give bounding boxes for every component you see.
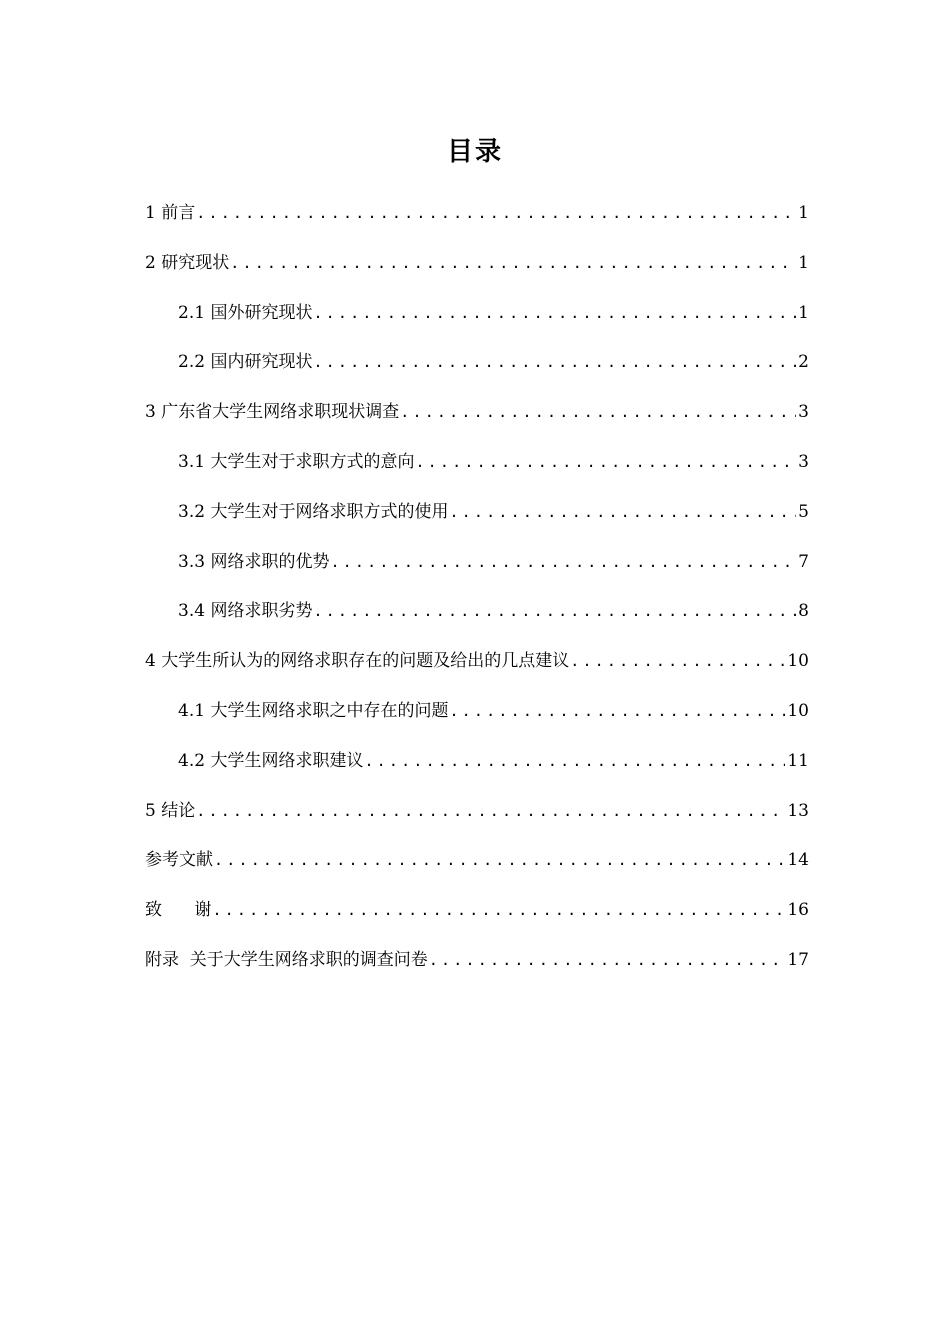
toc-entry[interactable] [145, 596, 809, 646]
toc-entry[interactable] [145, 796, 809, 846]
toc-dot-leader [364, 746, 785, 776]
toc-entry[interactable] [145, 746, 809, 796]
toc-dot-leader [313, 298, 796, 328]
toc-dot-leader [230, 248, 796, 278]
toc-entry-label: 5 结论 [145, 800, 196, 821]
toc-dot-leader [196, 198, 796, 228]
toc-entry-label: 3 广东省大学生网络求职现状调查 [145, 402, 400, 423]
toc-entry[interactable] [145, 347, 809, 397]
toc-dot-leader [212, 895, 785, 925]
toc-dot-leader [400, 397, 796, 427]
toc-entry[interactable] [145, 895, 809, 945]
toc-entry-label: 4.2 大学生网络求职建议 [178, 750, 364, 771]
toc-entry[interactable] [145, 248, 809, 298]
toc-entry-page: 10 [787, 700, 809, 721]
toc-entry-page: 8 [798, 601, 809, 622]
toc-dot-leader [313, 347, 796, 377]
toc-entry-label: 参考文献 [145, 850, 213, 871]
toc-entry[interactable] [145, 547, 809, 597]
toc-dot-leader [196, 796, 785, 826]
toc-dot-leader [214, 845, 785, 875]
toc-entry-page: 1 [798, 252, 809, 273]
toc-entry-label: 4.1 大学生网络求职之中存在的问题 [178, 700, 449, 721]
toc-entry-page: 7 [798, 551, 809, 572]
toc-entry[interactable] [145, 945, 809, 995]
toc-dot-leader [449, 696, 785, 726]
toc-entry[interactable] [145, 497, 809, 547]
toc-entry-page: 16 [787, 900, 809, 921]
toc-entry-page: 5 [798, 501, 809, 522]
toc-entry-label: 3.2 大学生对于网络求职方式的使用 [178, 501, 449, 522]
toc-entry-page: 11 [787, 750, 809, 771]
toc-title: 目录 [446, 137, 503, 167]
toc-entry-label: 1 前言 [145, 203, 196, 223]
toc-entry-page: 3 [798, 451, 809, 472]
toc-dot-leader [313, 596, 796, 626]
toc-entry[interactable] [145, 447, 809, 497]
toc-entry-label: 2.1 国外研究现状 [178, 302, 313, 323]
toc-entry-page: 1 [798, 302, 809, 323]
toc-entry[interactable] [145, 198, 809, 248]
toc-dot-leader [429, 945, 786, 975]
toc-list [145, 198, 809, 995]
toc-entry-label: 3.4 网络求职劣势 [178, 601, 313, 622]
toc-entry-page: 13 [787, 800, 809, 821]
toc-entry[interactable] [145, 696, 809, 746]
toc-dot-leader [330, 547, 796, 577]
toc-dot-leader [415, 447, 796, 477]
toc-entry-label: 致 谢 [145, 900, 212, 921]
toc-entry-label: 3.1 大学生对于求职方式的意向 [178, 451, 415, 472]
toc-entry-page: 3 [798, 402, 809, 423]
toc-entry[interactable] [145, 298, 809, 348]
toc-entry-page: 14 [787, 850, 809, 871]
toc-dot-leader [570, 646, 785, 676]
toc-entry-label: 2 研究现状 [145, 252, 230, 273]
toc-dot-leader [449, 497, 796, 527]
toc-entry-page: 10 [787, 651, 809, 672]
toc-entry[interactable] [145, 845, 809, 895]
toc-entry-page: 2 [798, 352, 809, 373]
toc-entry[interactable] [145, 397, 809, 447]
toc-entry-label: 2.2 国内研究现状 [178, 352, 313, 373]
toc-entry-label: 3.3 网络求职的优势 [178, 551, 330, 572]
toc-entry[interactable] [145, 646, 809, 696]
toc-entry-label: 附录 关于大学生网络求职的调查问卷 [145, 949, 428, 970]
toc-entry-page: 1 [798, 203, 809, 223]
toc-entry-page: 17 [787, 949, 809, 970]
toc-entry-label: 4 大学生所认为的网络求职存在的问题及给出的几点建议 [145, 651, 570, 672]
